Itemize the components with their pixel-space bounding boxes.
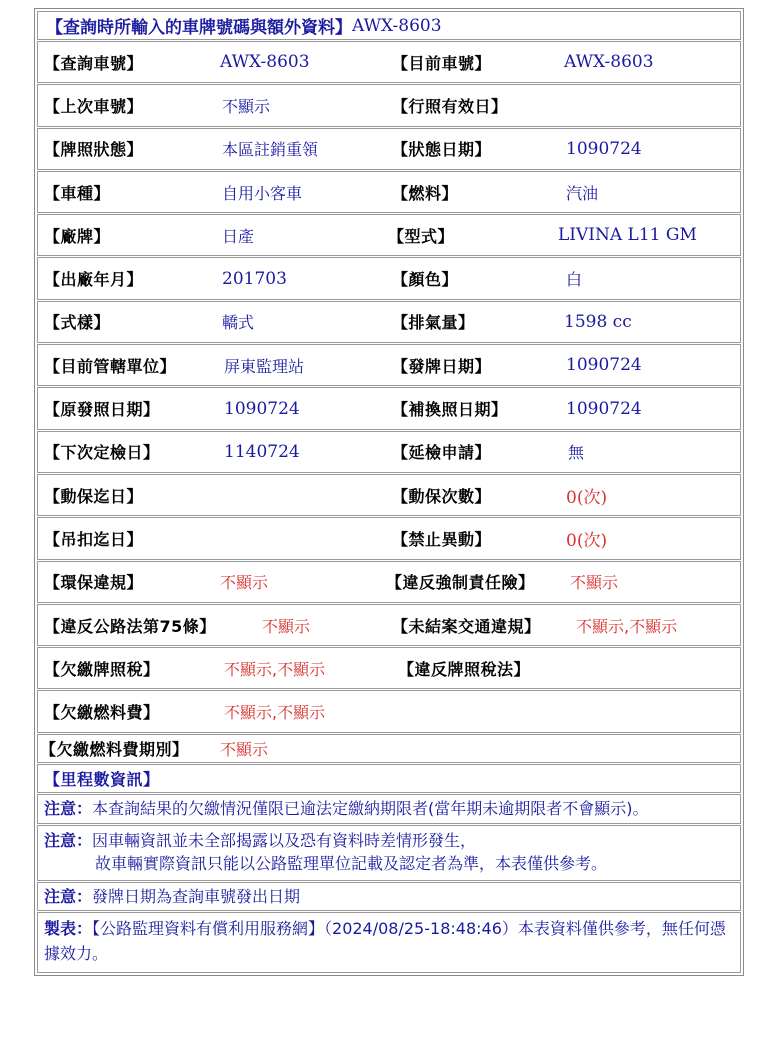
jurisdiction-label: 【目前管轄單位】	[44, 356, 177, 376]
table-row	[37, 257, 741, 299]
mileage-label: 【里程數資訊】	[44, 769, 160, 789]
note-disclaimer-line2: 故車輛實際資訊只能以公路監理單位記載及認定者為準，本表僅供參考。	[95, 853, 608, 873]
table-row	[37, 128, 741, 170]
previous-plate-label: 【上次車號】	[44, 96, 144, 116]
plate-status-value: 本區註銷重領	[222, 140, 319, 160]
reissue-license-date-value: 1090724	[566, 398, 642, 419]
env-violation-label: 【環保違規】	[44, 573, 144, 593]
highway-law-violation-value: 不顯示	[262, 616, 311, 636]
note-issue-date	[37, 882, 741, 911]
displacement-value: 1598 cc	[564, 311, 632, 332]
original-license-date-value: 1090724	[224, 398, 300, 419]
pending-traffic-violation-label: 【未結案交通違規】	[392, 616, 541, 636]
plate-status-label: 【牌照狀態】	[44, 140, 144, 160]
insurance-violation-value: 不顯示	[570, 573, 619, 593]
chattel-mortgage-count-label: 【動保次數】	[392, 486, 492, 506]
license-tax-violation-label: 【違反牌照稅法】	[398, 659, 531, 679]
previous-plate-value: 不顯示	[222, 96, 271, 116]
reissue-license-date-label: 【補換照日期】	[392, 400, 508, 420]
table-row	[37, 41, 741, 83]
body-style-value: 轎式	[222, 313, 255, 333]
manufacture-date-label: 【出廠年月】	[44, 270, 144, 290]
vehicle-type-value: 自用小客車	[222, 183, 303, 203]
next-inspection-value: 1140724	[224, 441, 300, 462]
note-arrears-label: 注意：	[44, 798, 93, 818]
fuel-value: 汽油	[566, 183, 599, 203]
table-row	[37, 431, 741, 473]
table-row	[37, 604, 741, 646]
highway-law-violation-label: 【違反公路法第75條】	[44, 616, 216, 636]
fuel-fee-period-label: 【欠繳燃料費期別】	[40, 739, 189, 759]
unpaid-license-tax-value: 不顯示,不顯示	[224, 659, 326, 679]
unpaid-fuel-fee-value: 不顯示,不顯示	[224, 703, 326, 723]
current-plate-label: 【目前車號】	[392, 53, 492, 73]
footer-source	[37, 912, 741, 973]
table-row	[37, 647, 741, 689]
table-row	[37, 690, 741, 732]
chattel-mortgage-end-label: 【動保迄日】	[44, 486, 144, 506]
model-value: LIVINA L11 GM	[558, 225, 697, 246]
vehicle-type-label: 【車種】	[44, 183, 111, 203]
query-header-label: 【查詢時所輸入的車牌號碼與額外資料】	[46, 18, 352, 38]
brand-label: 【廠牌】	[44, 226, 111, 246]
note-disclaimer-label: 注意：	[44, 830, 93, 850]
license-valid-date-label: 【行照有效日】	[392, 96, 508, 116]
status-date-value: 1090724	[566, 138, 642, 159]
brand-value: 日產	[222, 226, 255, 246]
model-label: 【型式】	[388, 226, 455, 246]
body-style-label: 【式樣】	[44, 313, 111, 333]
footer-text: 【公路監理資料有償利用服務網】（2024/08/25-18:48:46）本表資料僅供參考，無任何憑據效力。	[44, 918, 726, 963]
note-arrears-text: 本查詢結果的欠繳情況僅限已逾法定繳納期限者(當年期未逾期限者不會顯示)。	[92, 798, 649, 818]
mileage-section	[37, 764, 741, 793]
table-row	[37, 517, 741, 559]
unpaid-license-tax-label: 【欠繳牌照稅】	[44, 659, 160, 679]
fuel-label: 【燃料】	[392, 183, 459, 203]
fuel-fee-period-value: 不顯示	[220, 739, 269, 759]
insurance-violation-label: 【違反強制責任險】	[386, 573, 535, 593]
query-plate-label: 【查詢車號】	[44, 53, 144, 73]
table-row	[37, 561, 741, 603]
table-row	[37, 84, 741, 126]
color-label: 【顏色】	[392, 270, 459, 290]
inspection-extension-label: 【延檢申請】	[392, 443, 492, 463]
plate-issue-date-value: 1090724	[566, 355, 642, 376]
current-plate-value: AWX-8603	[564, 52, 654, 73]
chattel-mortgage-count-value: 0(次)	[566, 487, 608, 508]
table-row	[37, 734, 741, 763]
note-issue-date-text: 發牌日期為查詢車號發出日期	[92, 886, 301, 906]
env-violation-value: 不顯示	[220, 573, 269, 593]
status-date-label: 【狀態日期】	[392, 140, 492, 160]
table-row	[37, 301, 741, 343]
suspension-end-label: 【吊扣迄日】	[44, 529, 144, 549]
query-plate-value: AWX-8603	[220, 52, 310, 73]
vehicle-info-table	[34, 8, 744, 976]
manufacture-date-value: 201703	[222, 268, 287, 289]
transfer-ban-label: 【禁止異動】	[392, 529, 492, 549]
table-row	[37, 171, 741, 213]
displacement-label: 【排氣量】	[392, 313, 475, 333]
note-issue-date-label: 注意：	[44, 886, 93, 906]
table-row	[37, 214, 741, 256]
note-disclaimer-line1: 因車輛資訊並未全部揭露以及恐有資料時差情形發生，	[92, 830, 477, 850]
pending-traffic-violation-value: 不顯示,不顯示	[576, 616, 678, 636]
original-license-date-label: 【原發照日期】	[44, 400, 160, 420]
query-header	[37, 11, 741, 40]
table-row	[37, 474, 741, 516]
table-row	[37, 344, 741, 386]
plate-issue-date-label: 【發牌日期】	[392, 356, 492, 376]
note-arrears	[37, 794, 741, 824]
table-row	[37, 387, 741, 429]
next-inspection-label: 【下次定檢日】	[44, 443, 160, 463]
transfer-ban-value: 0(次)	[566, 530, 608, 551]
unpaid-fuel-fee-label: 【欠繳燃料費】	[44, 703, 160, 723]
jurisdiction-value: 屏東監理站	[224, 356, 305, 376]
color-value: 白	[566, 270, 583, 290]
inspection-extension-value: 無	[568, 443, 585, 463]
footer-label: 製表：	[44, 918, 93, 938]
note-disclaimer	[37, 825, 741, 881]
query-header-plate: AWX-8603	[352, 15, 442, 36]
